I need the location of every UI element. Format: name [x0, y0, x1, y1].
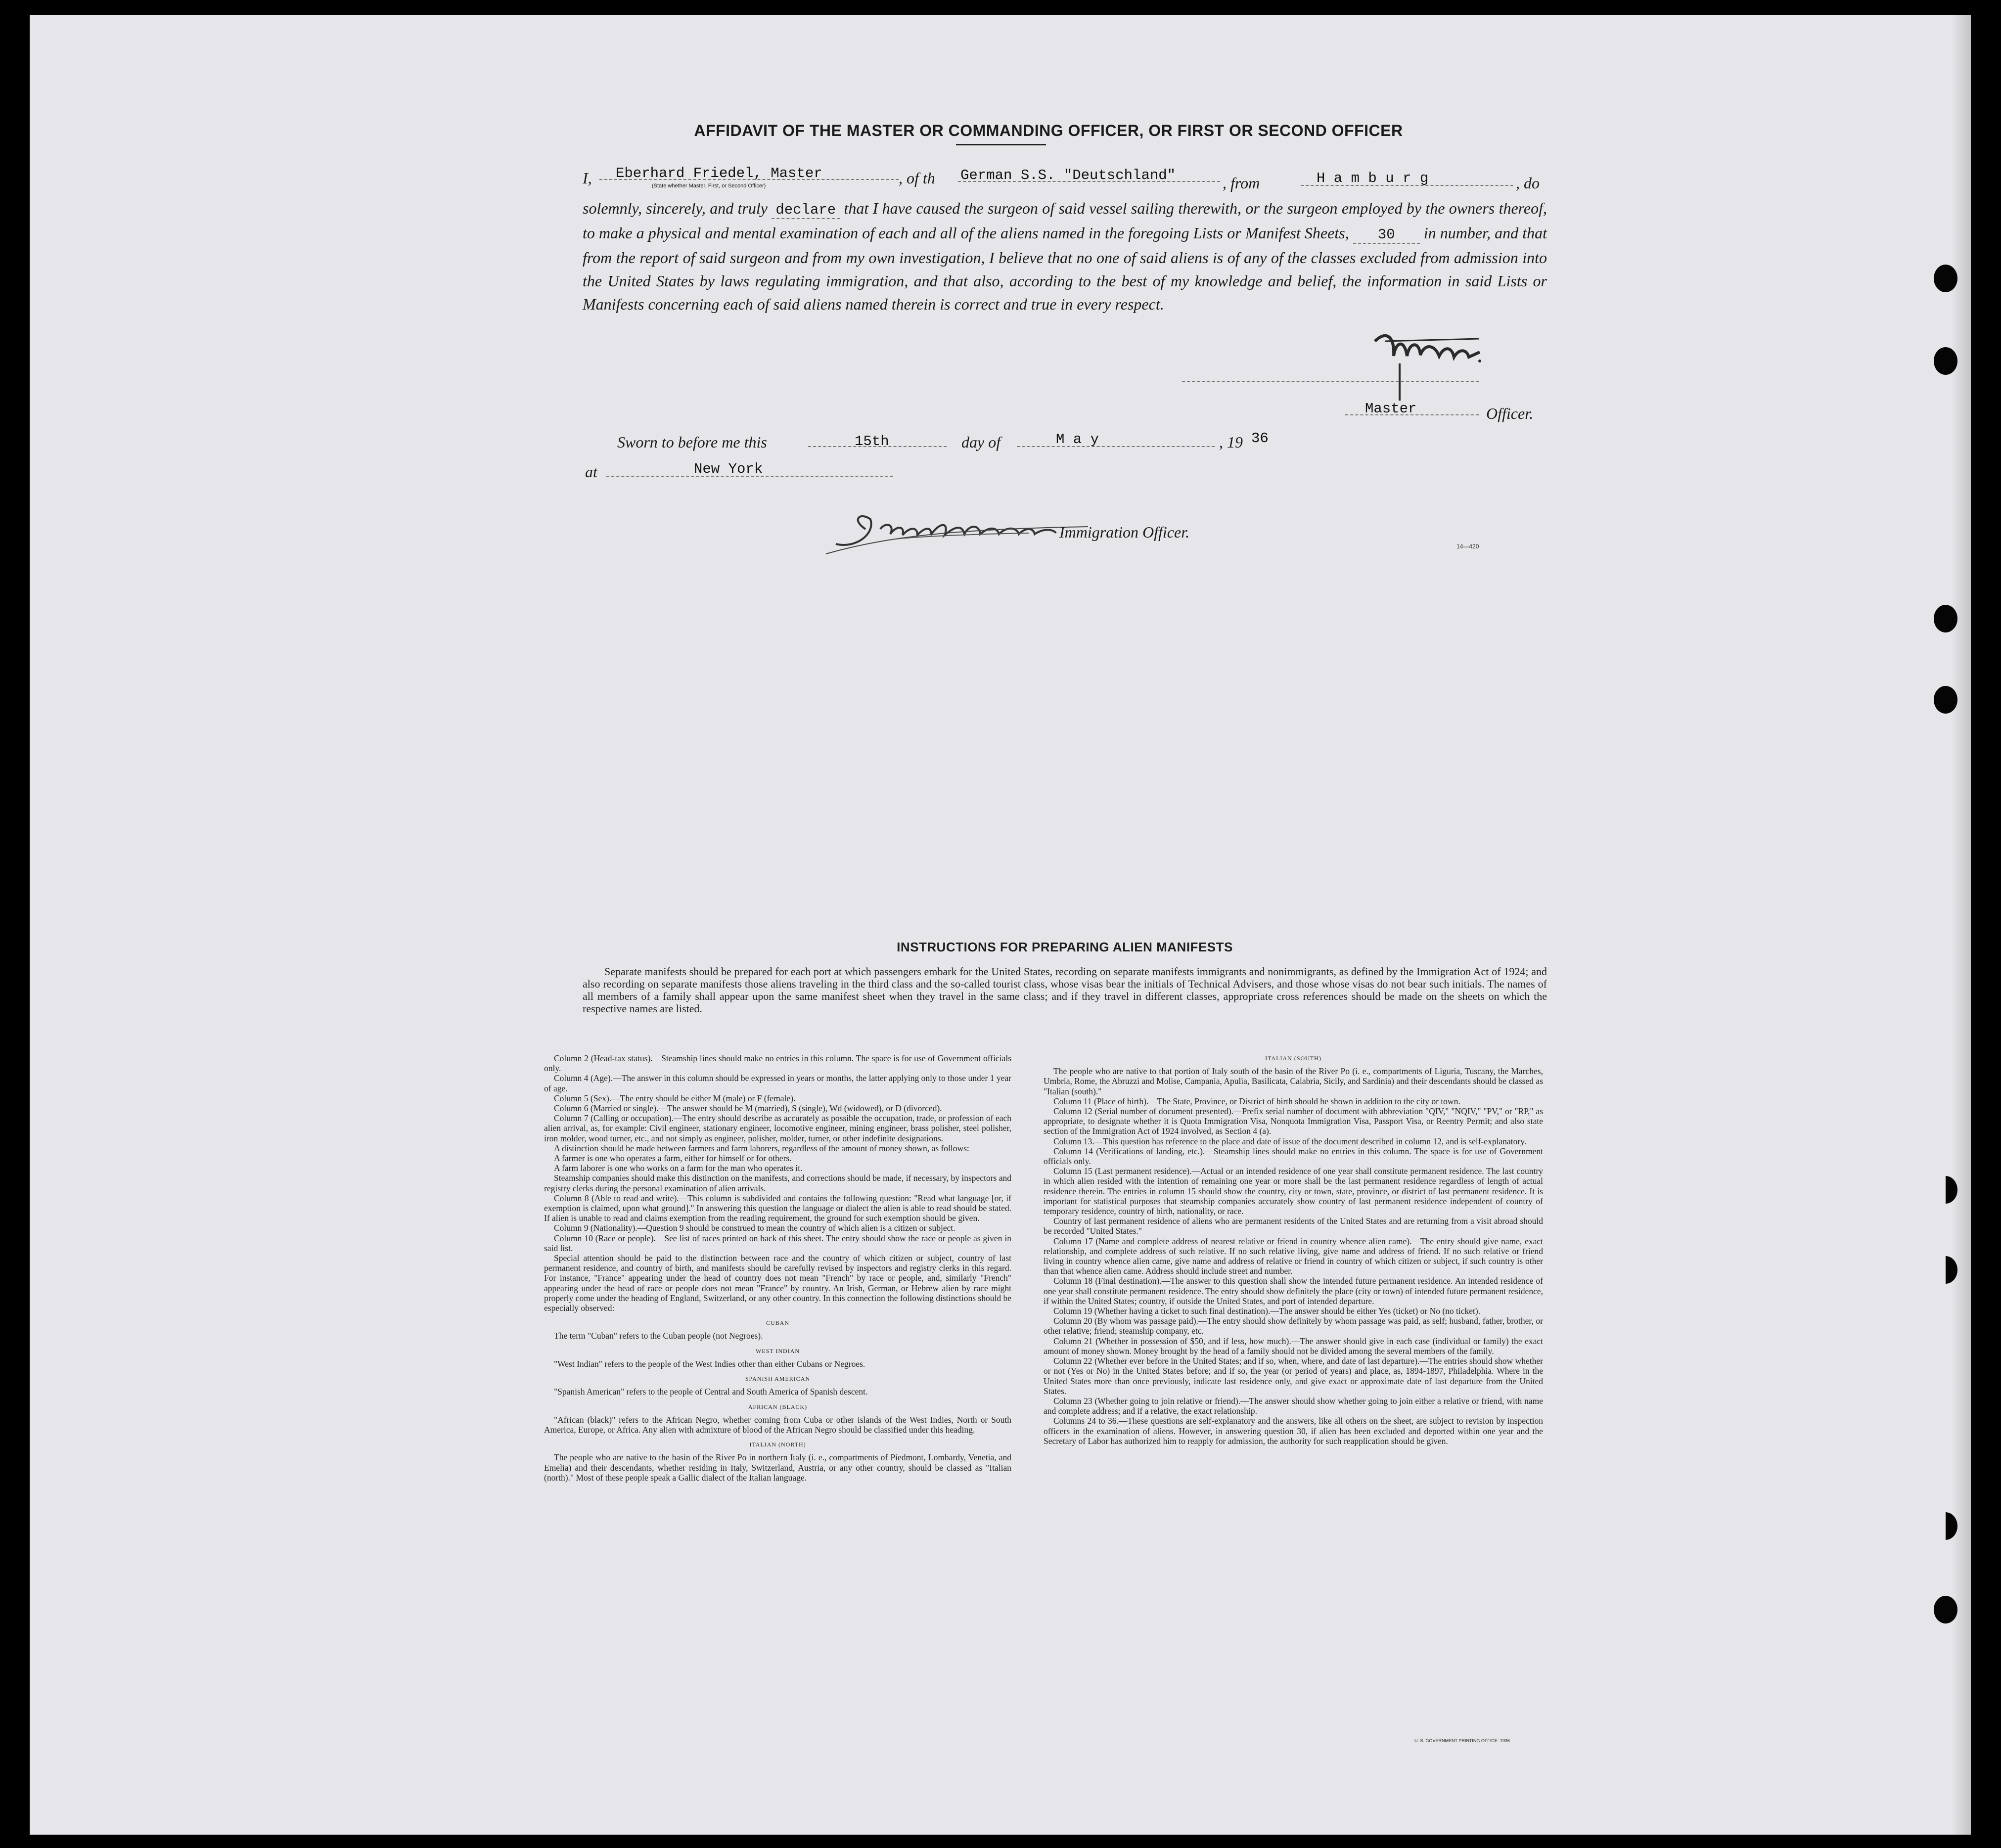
printer-note: U. S. GOVERNMENT PRINTING OFFICE: 1936 — [1414, 1738, 1510, 1743]
section-heading: WEST INDIAN — [755, 1347, 800, 1354]
punch-hole-3 — [1934, 605, 1957, 632]
title-underline — [956, 144, 1046, 145]
pronoun-label: I, — [583, 169, 592, 187]
year-prefix-label: , 19 — [1219, 433, 1243, 451]
declaration-text-3: in number, and that from the report of said surgeon and from my own investigation, I believe that no one of said aliens is of any of the classes excluded from admission into the United States by laws regulating immigration, and that also, according to the best of my knowledge and belief, the information in said Lists or Manifests concerning each of said aliens named therein is correct and true in every respect. — [583, 224, 1547, 313]
right-column-paragraph: Column 15 (Last permanent residence).—Actual or an intended residence of one year shall constitute permanent residence. The last country in which alien resided with the intention of remaining one year or more shall be the last permanent residence regardless of length of actual residence therein. The entries in column 15 should show the country, city or town, state, province, or district of last permanent residence. It is important for statistical purposes that steamship companies accurately show country of last permanent residence independent of country of temporary residence, country of birth, nationality, or race. — [1044, 1166, 1543, 1217]
officer-type-note: (State whether Master, First, or Second Officer) — [652, 183, 766, 189]
left-column-paragraph: Column 2 (Head-tax status).—Steamship lines should make no entries in this column. The space is for use of Government officials only. — [544, 1053, 1011, 1074]
left-column-paragraph: A farm laborer is one who works on a farm for the man who operates it. — [554, 1163, 803, 1173]
right-column-paragraph: Country of last permanent residence of aliens who are permanent residents of the United States and are returning from a visit abroad should be recorded "United States." — [1044, 1216, 1543, 1236]
officer-title-field: Master — [1365, 401, 1417, 417]
immigration-officer-label: Immigration Officer. — [1059, 523, 1190, 541]
right-column-paragraph: Column 17 (Name and complete address of nearest relative or friend in country whence alien came).—The entry should give name, exact relationship, and complete address of such relative. If no such relative living, give name and address of friend. If no such relative or friend living in country whence alien came, give name and address of relative or friend in country of which citizen or subject, if such country is other than that whence alien came. Address should include street and number. — [1044, 1236, 1543, 1276]
officer-signature-line — [1182, 381, 1479, 382]
section-heading: ITALIAN (NORTH) — [749, 1441, 806, 1448]
officer-label: Officer. — [1486, 405, 1534, 422]
at-label: at — [585, 463, 597, 481]
from-label: , from — [1223, 174, 1260, 192]
declaration-verb-field: declare — [772, 202, 840, 219]
instructions-left-column — [544, 1053, 1011, 1483]
sheet-count-field: 30 — [1353, 226, 1420, 244]
right-column-paragraph: Column 11 (Place of birth).—The State, Province, or District of birth should be shown in addition to the city or town. — [1053, 1096, 1460, 1106]
section-heading: ITALIAN (SOUTH) — [1265, 1055, 1321, 1062]
instructions-intro: Separate manifests should be prepared for each port at which passengers embark for the United States, recording on separate manifests immigrants and nonimmigrants, as defined by the Immigration Act of 1924; and also recording on separate manifests those aliens traveling in the third class and the so-called tourist class, whose visas bear the initials of Technical Advisers, and those whose visas do not bear such initials. The names of all members of a family shall appear upon the same manifest sheet when they travel in the same class; and if they travel in different classes, appropriate cross references should be made on the sheets on which the respective names are listed. — [583, 965, 1547, 1015]
affidavit-declaration — [583, 197, 1547, 316]
punch-hole-5 — [1934, 1176, 1957, 1204]
right-column-paragraph: Column 14 (Verifications of landing, etc.).—Steamship lines should make no entries in this column. The space is for use of Government officials only. — [1044, 1146, 1543, 1167]
vessel-name-field: German S.S. "Deutschland" — [960, 167, 1176, 183]
do-label: , do — [1516, 174, 1540, 192]
punch-hole-2 — [1934, 347, 1957, 375]
left-column-paragraph: Column 10 (Race or people).—See list of races printed on back of this sheet. The entry should show the race or people as given in said list. — [544, 1233, 1011, 1253]
instructions-title: INSTRUCTIONS FOR PREPARING ALIEN MANIFESTS — [897, 940, 1233, 954]
section-heading: AFRICAN (BLACK) — [748, 1403, 808, 1410]
officer-name-field: Eberhard Friedel, Master — [616, 165, 822, 181]
punch-hole-1 — [1934, 265, 1957, 292]
master-signature — [1365, 321, 1494, 406]
right-column-paragraph: Column 13.—This question has reference to the place and date of issue of the document described in column 12, and is self-explanatory. — [1053, 1136, 1527, 1146]
day-of-label: day of — [961, 433, 1001, 451]
section-text: The people who are native to the basin of the River Po in northern Italy (i. e., compartments of Piedmont, Lombardy, Venetia, and Emelia) and their descendants, whether residing in Italy, Switzerland, Austria, or any other country, should be classed as "Italian (north)." Most of these people speak a Gallic dialect of the Italian language. — [544, 1452, 1011, 1483]
section-text: "West Indian" refers to the people of the West Indies other than either Cubans or Negroes. — [554, 1358, 865, 1369]
left-column-paragraph: Special attention should be paid to the distinction between race and the country of which citizen or subject, country of last permanent residence, and country of birth, and manifests should be carefully revised by inspectors and registry clerks in this regard. For instance, "France" appearing under the head of country does not mean "French" by race or people, and, similarly "French" appearing under the head of race or people does not mean "France" by country. An Irish, German, or Hebrew alien by race might properly come under the heading of England, Switzerland, or any other country. In this connection the following distinctions should be especially observed: — [544, 1253, 1011, 1313]
section-heading: SPANISH AMERICAN — [745, 1375, 811, 1383]
left-column-paragraph: Column 6 (Married or single).—The answer should be M (married), S (single), Wd (widowed), or D (divorced). — [554, 1103, 942, 1114]
sworn-month-field: M a y — [1056, 431, 1099, 448]
port-field: H a m b u r g — [1317, 170, 1429, 186]
punch-hole-4 — [1934, 686, 1957, 714]
left-column-paragraph: Column 9 (Nationality).—Question 9 should be construed to mean the country of which alien is a citizen or subject. — [554, 1223, 955, 1233]
instructions-right-column — [1044, 1053, 1543, 1446]
right-column-paragraph: Column 12 (Serial number of document presented).—Prefix serial number of document with abbreviation "QIV," "NQIV," "PV," or "RP," as appropriate, to designate whether it is Quota Immigration Visa, Nonquota Immigration Visa, Passport Visa, or Reentry Permit; and also state section of the Immigration Act of 1924 involved, as Section 4 (a). — [1044, 1106, 1543, 1136]
sworn-day-field: 15th — [855, 433, 889, 450]
right-column-paragraph: The people who are native to that portion of Italy south of the basin of the River Po (i. e., compartments of Liguria, Tuscany, the Marches, Umbria, Rome, the Abruzzi and Molise, Campania, Apulia, Basilicata, Calabria, Sicily, and Sardinia) and their descendants should be classed as "Italian (south)." — [1044, 1066, 1543, 1096]
left-column-paragraph: Column 8 (Able to read and write).—This column is subdivided and contains the following question: "Read what language [or, if exemption is claimed, upon what ground]." In answering this question the language or dialect the alien is able to read should be stated. If alien is unable to read and claims exemption from the reading requirement, the ground for such exemption should be given. — [544, 1193, 1011, 1223]
declaration-text-2: that I have caused the surgeon of said vessel sailing therewith, or the surgeon employed by the owners thereof, to make a physical and mental examination of each and all of the aliens named in the foregoing Lists or Manifest Sheets, — [583, 199, 1547, 242]
left-column-paragraph: Steamship companies should make this distinction on the manifests, and corrections should be made, if necessary, by inspectors and registry clerks during the personal examination of alien arrivals. — [544, 1173, 1011, 1193]
right-column-paragraph: Column 18 (Final destination).—The answer to this question shall show the intended future permanent residence. An intended residence of one year shall constitute permanent residence. The entry should show definitely the place (city or town) of intended future permanent residence, if within the United States; country, if outside the United States, and port of intended departure. — [1044, 1276, 1543, 1306]
left-column-paragraph: Column 7 (Calling or occupation).—The entry should describe as accurately as possible the occupation, trade, or profession of each alien arrival, as, for example: Civil engineer, stationary engineer, locomotive engineer, mining engineer, brass polisher, steel polisher, iron molder, wood turner, etc., and not simply as engineer, polisher, molder, turner, or other indefinite designations. — [544, 1113, 1011, 1143]
right-column-paragraph: Column 19 (Whether having a ticket to such final destination).—The answer should be either Yes (ticket) or No (no ticket). — [1053, 1306, 1481, 1316]
section-text: "Spanish American" refers to the people of Central and South America of Spanish descent. — [554, 1387, 868, 1397]
left-column-paragraph: Column 4 (Age).—The answer in this column should be expressed in years or months, the latter applying only to those under 1 year of age. — [544, 1073, 1011, 1093]
of-label: , of th — [899, 169, 935, 187]
manifest-page — [30, 15, 1971, 1835]
right-column-paragraph: Column 23 (Whether going to join relative or friend).—The answer should show whether going to join either a relative or friend, with name and complete address; and if a relative, the exact relationship. — [1044, 1396, 1543, 1416]
sworn-month-line — [1017, 446, 1215, 447]
right-column-paragraph: Column 22 (Whether ever before in the United States; and if so, when, where, and date of last departure).—The entries should show whether or not (Yes or No) in the United States before; and if so, the year (or period of years) and place, as, 1894-1897, Philadelphia. Where in the United States more than once previously, indicate last residence only, and give exact or approximate date of last departure from the United States. — [1044, 1356, 1543, 1396]
affidavit-title: AFFIDAVIT OF THE MASTER OR COMMANDING OFFICER, OR FIRST OR SECOND OFFICER — [694, 122, 1403, 139]
left-column-paragraph: A farmer is one who operates a farm, either for himself or for others. — [554, 1153, 792, 1164]
punch-hole-6 — [1934, 1256, 1957, 1284]
punch-hole-7 — [1934, 1512, 1957, 1540]
left-column-paragraph: Column 5 (Sex).—The entry should be either M (male) or F (female). — [554, 1093, 796, 1103]
section-text: The term "Cuban" refers to the Cuban people (not Negroes). — [554, 1331, 763, 1341]
left-column-paragraph: A distinction should be made between farmers and farm laborers, regardless of the amount of money shown, as follows: — [554, 1143, 969, 1153]
right-column-paragraph: Columns 24 to 36.—These questions are self-explanatory and the answers, like all others on the sheet, are subject to revision by inspection officers in the examination of aliens. However, in answering question 30, if alien has been excluded and deported within one year and the Secretary of Labor has authorized him to reapply for admission, the authority for such reapplication should be given. — [1044, 1416, 1543, 1446]
right-column-paragraph: Column 20 (By whom was passage paid).—The entry should show definitely by whom passage was paid, as self; husband, father, brother, or other relative; friend; steamship company, etc. — [1044, 1316, 1543, 1336]
year-suffix-field: 36 — [1251, 430, 1269, 447]
section-heading: CUBAN — [766, 1319, 789, 1327]
form-number: 14—420 — [1456, 543, 1479, 550]
sworn-place-field: New York — [694, 461, 763, 477]
sworn-label: Sworn to before me this — [617, 433, 767, 451]
right-column-paragraph: Column 21 (Whether in possession of $50, and if less, how much).—The answer should give in each case (individual or family) the exact amount of money shown. Money brought by the head of a family should not be divided among the several members of the family. — [1044, 1336, 1543, 1356]
section-text: "African (black)" refers to the African Negro, whether coming from Cuba or other islands of the West Indies, North or South America, Europe, or Africa. Any alien with admixture of blood of the African Negro should be classified under this heading. — [544, 1414, 1011, 1435]
punch-hole-8 — [1934, 1596, 1957, 1623]
declaration-text-1: solemnly, sincerely, and truly — [583, 199, 768, 217]
